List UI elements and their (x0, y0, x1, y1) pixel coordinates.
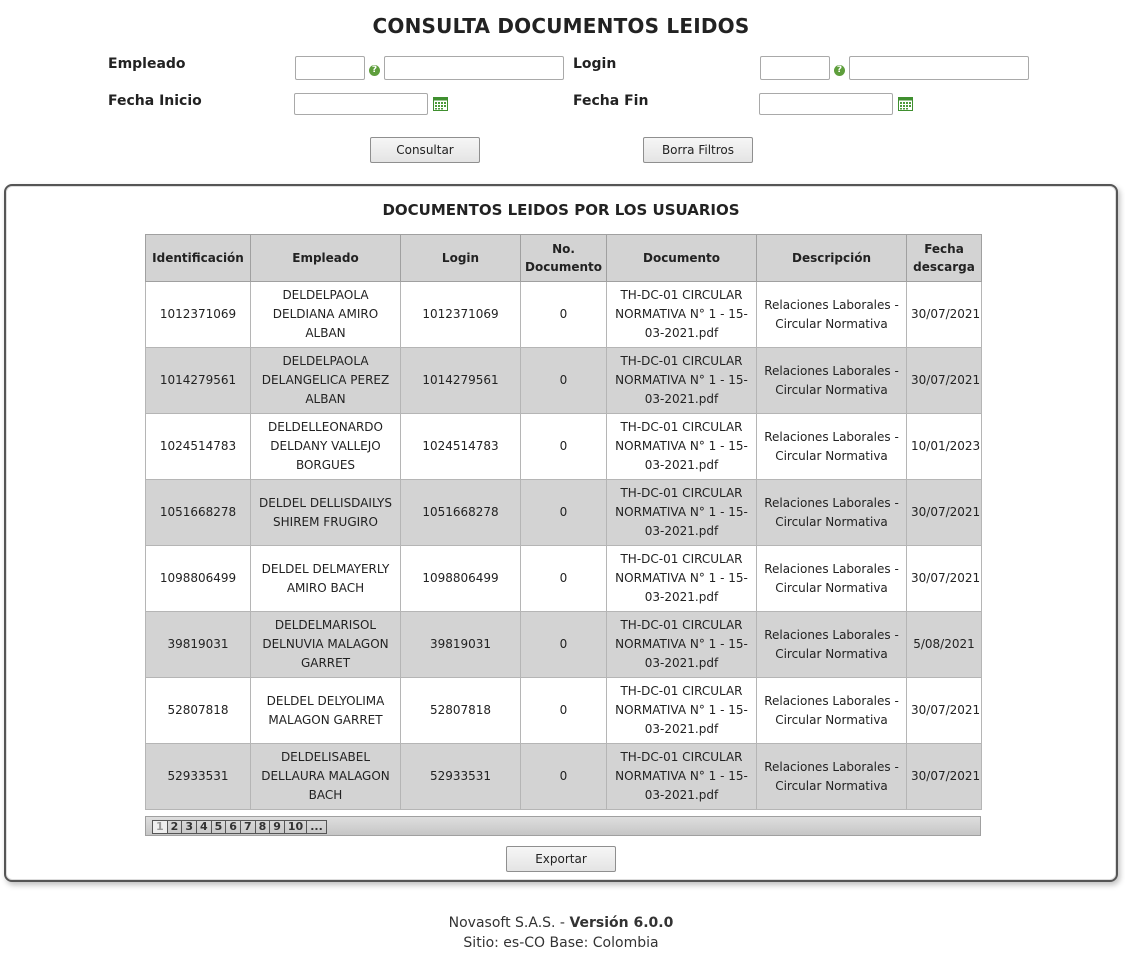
empleado-name-input[interactable] (384, 56, 564, 80)
cell-empleado: DELDELPAOLA DELDIANA AMIRO ALBAN (251, 282, 401, 348)
empleado-label: Empleado (108, 56, 186, 72)
cell-descripcion: Relaciones Laborales - Circular Normativa (757, 282, 907, 348)
cell-descripcion: Relaciones Laborales - Circular Normativa (757, 546, 907, 612)
cell-identificacion: 1012371069 (146, 282, 251, 348)
table-row[interactable] (146, 744, 982, 810)
col-header-documento[interactable]: Documento (607, 235, 757, 282)
login-help-icon[interactable]: ? (834, 65, 845, 76)
page-link-10[interactable]: 10 (284, 820, 306, 834)
table-row[interactable] (146, 546, 982, 612)
cell-no-documento: 0 (521, 282, 607, 348)
cell-empleado: DELDEL DELLISDAILYS SHIREM FRUGIRO (251, 480, 401, 546)
fecha-inicio-calendar-icon[interactable] (433, 97, 448, 111)
cell-identificacion: 1098806499 (146, 546, 251, 612)
table-header-row (146, 235, 982, 282)
table-row[interactable] (146, 414, 982, 480)
cell-identificacion: 39819031 (146, 612, 251, 678)
cell-fecha-descarga: 5/08/2021 (907, 612, 982, 678)
cell-login: 39819031 (401, 612, 521, 678)
page-link-9[interactable]: 9 (269, 820, 284, 834)
fecha-fin-calendar-icon[interactable] (898, 97, 913, 111)
col-header-fecha-descarga[interactable]: Fecha descarga (907, 235, 982, 282)
pagination-bar (145, 816, 981, 836)
page-link-8[interactable]: 8 (255, 820, 270, 834)
footer-company-line (0, 915, 1122, 931)
page-link-5[interactable]: 5 (211, 820, 226, 834)
cell-fecha-descarga: 30/07/2021 (907, 480, 982, 546)
results-title: DOCUMENTOS LEIDOS POR LOS USUARIOS (382, 201, 740, 219)
empleado-help-icon[interactable]: ? (369, 65, 380, 76)
table-row[interactable] (146, 612, 982, 678)
footer-site: Sitio: es-CO Base: Colombia (463, 935, 659, 951)
footer-version: Versión 6.0.0 (569, 915, 674, 931)
cell-empleado: DELDELPAOLA DELANGELICA PEREZ ALBAN (251, 348, 401, 414)
cell-descripcion: Relaciones Laborales - Circular Normativa (757, 480, 907, 546)
page-link-6[interactable]: 6 (225, 820, 240, 834)
cell-empleado: DELDELMARISOL DELNUVIA MALAGON GARRET (251, 612, 401, 678)
page-link-4[interactable]: 4 (196, 820, 211, 834)
col-header-empleado[interactable]: Empleado (251, 235, 401, 282)
fecha-inicio-label: Fecha Inicio (108, 93, 202, 109)
col-header-descripcion[interactable]: Descripción (757, 235, 907, 282)
consultar-button[interactable]: Consultar (370, 137, 480, 163)
cell-documento: TH-DC-01 CIRCULAR NORMATIVA N° 1 - 15-03-2021.pdf (607, 678, 757, 744)
fecha-inicio-input[interactable] (294, 93, 428, 115)
cell-login: 1024514783 (401, 414, 521, 480)
pagination-links (152, 820, 327, 832)
cell-documento: TH-DC-01 CIRCULAR NORMATIVA N° 1 - 15-03-2021.pdf (607, 348, 757, 414)
cell-documento: TH-DC-01 CIRCULAR NORMATIVA N° 1 - 15-03-2021.pdf (607, 480, 757, 546)
cell-no-documento: 0 (521, 480, 607, 546)
cell-fecha-descarga: 10/01/2023 (907, 414, 982, 480)
fecha-fin-label: Fecha Fin (573, 93, 649, 109)
cell-login: 1012371069 (401, 282, 521, 348)
cell-documento: TH-DC-01 CIRCULAR NORMATIVA N° 1 - 15-03-2021.pdf (607, 612, 757, 678)
login-label: Login (573, 56, 617, 72)
cell-descripcion: Relaciones Laborales - Circular Normativa (757, 744, 907, 810)
empleado-code-input[interactable] (295, 56, 365, 80)
cell-fecha-descarga: 30/07/2021 (907, 744, 982, 810)
cell-identificacion: 52807818 (146, 678, 251, 744)
cell-identificacion: 1051668278 (146, 480, 251, 546)
table-row[interactable] (146, 348, 982, 414)
footer-company: Novasoft S.A.S. - (448, 915, 570, 931)
page-link-1[interactable]: 1 (152, 820, 167, 834)
cell-login: 52807818 (401, 678, 521, 744)
cell-no-documento: 0 (521, 414, 607, 480)
cell-login: 1014279561 (401, 348, 521, 414)
col-header-login[interactable]: Login (401, 235, 521, 282)
cell-no-documento: 0 (521, 678, 607, 744)
cell-documento: TH-DC-01 CIRCULAR NORMATIVA N° 1 - 15-03-2021.pdf (607, 282, 757, 348)
cell-login: 1051668278 (401, 480, 521, 546)
cell-no-documento: 0 (521, 744, 607, 810)
cell-descripcion: Relaciones Laborales - Circular Normativa (757, 348, 907, 414)
cell-identificacion: 1014279561 (146, 348, 251, 414)
cell-fecha-descarga: 30/07/2021 (907, 678, 982, 744)
cell-documento: TH-DC-01 CIRCULAR NORMATIVA N° 1 - 15-03-2021.pdf (607, 546, 757, 612)
cell-identificacion: 52933531 (146, 744, 251, 810)
cell-fecha-descarga: 30/07/2021 (907, 282, 982, 348)
fecha-fin-input[interactable] (759, 93, 893, 115)
table-row[interactable] (146, 678, 982, 744)
table-row[interactable] (146, 480, 982, 546)
results-panel (4, 184, 1118, 882)
cell-fecha-descarga: 30/07/2021 (907, 546, 982, 612)
cell-descripcion: Relaciones Laborales - Circular Normativa (757, 612, 907, 678)
col-header-identificacion[interactable]: Identificación (146, 235, 251, 282)
cell-login: 52933531 (401, 744, 521, 810)
cell-no-documento: 0 (521, 348, 607, 414)
cell-descripcion: Relaciones Laborales - Circular Normativa (757, 678, 907, 744)
cell-empleado: DELDEL DELMAYERLY AMIRO BACH (251, 546, 401, 612)
cell-no-documento: 0 (521, 612, 607, 678)
page-link-7[interactable]: 7 (240, 820, 255, 834)
cell-empleado: DELDELISABEL DELLAURA MALAGON BACH (251, 744, 401, 810)
cell-identificacion: 1024514783 (146, 414, 251, 480)
exportar-button[interactable]: Exportar (506, 846, 616, 872)
cell-empleado: DELDEL DELYOLIMA MALAGON GARRET (251, 678, 401, 744)
table-row[interactable] (146, 282, 982, 348)
cell-login: 1098806499 (401, 546, 521, 612)
cell-documento: TH-DC-01 CIRCULAR NORMATIVA N° 1 - 15-03-2021.pdf (607, 414, 757, 480)
cell-no-documento: 0 (521, 546, 607, 612)
login-name-input[interactable] (849, 56, 1029, 80)
page-link-3[interactable]: 3 (181, 820, 196, 834)
cell-documento: TH-DC-01 CIRCULAR NORMATIVA N° 1 - 15-03-2021.pdf (607, 744, 757, 810)
login-code-input[interactable] (760, 56, 830, 80)
page-title: CONSULTA DOCUMENTOS LEIDOS (372, 14, 750, 38)
page-link-more[interactable]: ... (306, 820, 327, 834)
results-table (145, 234, 982, 810)
cell-fecha-descarga: 30/07/2021 (907, 348, 982, 414)
page-link-2[interactable]: 2 (167, 820, 182, 834)
cell-empleado: DELDELLEONARDO DELDANY VALLEJO BORGUES (251, 414, 401, 480)
borra-filtros-button[interactable]: Borra Filtros (643, 137, 753, 163)
cell-descripcion: Relaciones Laborales - Circular Normativa (757, 414, 907, 480)
col-header-no-documento[interactable]: No. Documento (521, 235, 607, 282)
